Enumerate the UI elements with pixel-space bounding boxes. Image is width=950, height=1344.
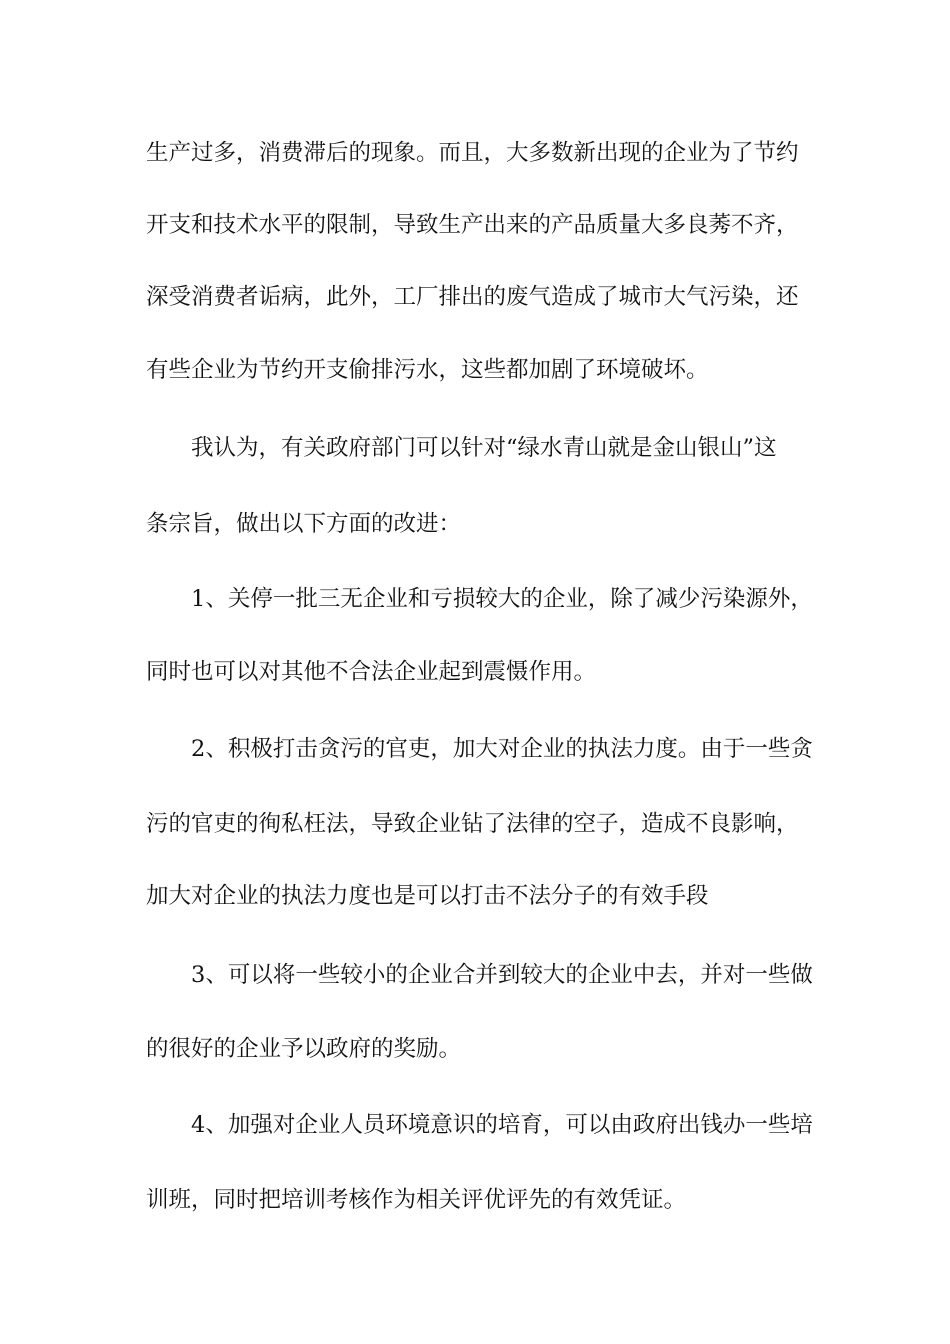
text-line: 加大对企业的执法力度也是可以打击不法分子的有效手段 bbox=[146, 883, 709, 909]
text-line: 2、积极打击贪污的官吏，加大对企业的执法力度。由于一些贪 bbox=[191, 736, 813, 762]
text-line: 深受消费者诟病，此外，工厂排出的废气造成了城市大气污染，还 bbox=[146, 284, 799, 310]
text-line: 3、可以将一些较小的企业合并到较大的企业中去，并对一些做 bbox=[191, 962, 813, 988]
text-line: 同时也可以对其他不合法企业起到震慑作用。 bbox=[146, 659, 597, 685]
text-line: 有些企业为节约开支偷排污水，这些都加剧了环境破坏。 bbox=[146, 357, 709, 383]
text-line: 训班，同时把培训考核作为相关评优评先的有效凭证。 bbox=[146, 1187, 687, 1213]
text-line: 条宗旨，做出以下方面的改进： bbox=[146, 511, 462, 537]
text-line: 我认为，有关政府部门可以针对“绿水青山就是金山银山”这 bbox=[191, 435, 777, 461]
text-line: 生产过多，消费滞后的现象。而且，大多数新出现的企业为了节约 bbox=[146, 140, 799, 166]
text-line: 1、关停一批三无企业和亏损较大的企业，除了减少污染源外， bbox=[191, 586, 813, 612]
text-line: 开支和技术水平的限制，导致生产出来的产品质量大多良莠不齐， bbox=[146, 212, 799, 238]
text-line: 污的官吏的徇私枉法，导致企业钻了法律的空子，造成不良影响， bbox=[146, 811, 799, 837]
text-line: 4、加强对企业人员环境意识的培育，可以由政府出钱办一些培 bbox=[191, 1112, 813, 1138]
text-line: 的很好的企业予以政府的奖励。 bbox=[146, 1036, 462, 1062]
